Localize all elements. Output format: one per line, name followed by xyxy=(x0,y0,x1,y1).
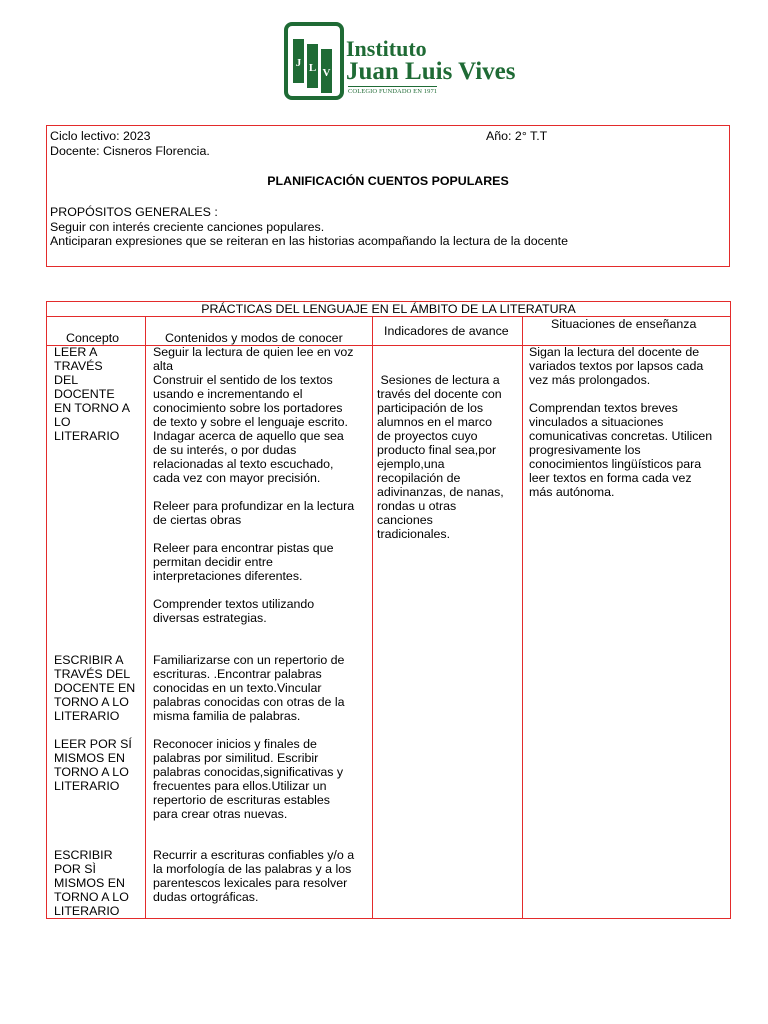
propositos-label: PROPÓSITOS GENERALES : xyxy=(50,205,218,219)
svg-text:J: J xyxy=(295,57,302,69)
concepto-leer-si-mismos: LEER POR SÍ MISMOS EN TORNO A LO LITERARIO xyxy=(54,737,132,793)
header-box xyxy=(46,125,730,267)
anio: Año: 2° T.T xyxy=(486,129,548,143)
situaciones-block-1: Sigan la lectura del docente de variados textos por lapsos cada vez más prolongados. xyxy=(529,345,704,387)
column-header-contenidos: Contenidos y modos de conocer xyxy=(165,331,343,345)
contenido-block-5: Familiarizarse con un repertorio de escrituras. .Encontrar palabras conocidas en un texto.Vincular palabras conocidas con otras de la misma familia de palabras. xyxy=(153,653,345,723)
ciclo-lectivo: Ciclo lectivo: 2023 xyxy=(50,129,151,143)
proposito-2: Anticiparan expresiones que se reiteran en las historias acompañando la lectura de la docente xyxy=(50,234,568,248)
column-header-indicadores: Indicadores de avance xyxy=(384,324,509,338)
jlv-monogram-icon xyxy=(284,22,346,102)
logo-text-name: Juan Luis Vives xyxy=(346,58,516,85)
contenido-block-7: Recurrir a escrituras confiables y/o a la morfología de las palabras y a los parentescos lexicales para resolver dudas ortográficas. xyxy=(153,848,355,904)
institute-logo xyxy=(284,22,516,102)
contenido-block-2: Releer para profundizar en la lectura de ciertas obras xyxy=(153,499,355,527)
contenido-block-6: Reconocer inicios y finales de palabras por similitud. Escribir palabras conocidas,significativas y frecuentes para ellos.Utilizar un repertorio de escrituras estables para crear otras nuevas. xyxy=(153,737,344,821)
logo-text-founded: COLEGIO FUNDADO EN 1971 xyxy=(348,88,438,95)
svg-text:V: V xyxy=(322,67,331,79)
logo-text-instituto: Instituto xyxy=(346,36,427,61)
concepto-leer-docente: LEER A TRAVÉS DEL DOCENTE EN TORNO A LO LITERARIO xyxy=(54,345,130,443)
contenido-block-1: Seguir la lectura de quien lee en voz alta Construir el sentido de los textos usando e incrementando el conocimiento sobre los portadores de texto y sobre el lenguaje escrito. Indagar acerca de aquello que sea de su interés, o por dudas relacionadas al texto escuchado, cada vez con mayor precisión. xyxy=(153,345,354,485)
svg-text:L: L xyxy=(308,62,317,74)
practicas-table xyxy=(46,301,731,919)
table-title: PRÁCTICAS DEL LENGUAJE EN EL ÁMBITO DE LA LITERATURA xyxy=(201,302,576,316)
indicadores-text: Sesiones de lectura a través del docente con participación de los alumnos en el marco de proyectos cuyo producto final sea,por ejemplo,una recopilación de adivinanzas, de nanas, rondas u otras canciones tradicionales. xyxy=(377,373,504,541)
situaciones-block-2: Comprendan textos breves vinculados a situaciones comunicativas concretas. Utilicen progresivamente los conocimientos lingüísticos para leer textos en forma cada vez más autónoma. xyxy=(529,401,713,499)
column-header-situaciones: Situaciones de enseñanza xyxy=(551,317,697,331)
concepto-escribir-docente: ESCRIBIR A TRAVÉS DEL DOCENTE EN TORNO A LO LITERARIO xyxy=(54,653,136,723)
column-divider-3 xyxy=(522,316,523,918)
contenido-block-3: Releer para encontrar pistas que permitan decidir entre interpretaciones diferentes. xyxy=(153,541,334,583)
column-header-concepto: Concepto xyxy=(66,331,120,345)
concepto-escribir-si-mismos: ESCRIBIR POR SÌ MISMOS EN TORNO A LO LITERARIO xyxy=(54,848,129,918)
contenido-block-4: Comprender textos utilizando diversas estrategias. xyxy=(153,597,315,625)
docente: Docente: Cisneros Florencia. xyxy=(50,144,210,158)
proposito-1: Seguir con interés creciente canciones populares. xyxy=(50,220,325,234)
document-title: PLANIFICACIÓN CUENTOS POPULARES xyxy=(267,174,509,188)
column-divider-2 xyxy=(372,316,373,918)
column-divider-1 xyxy=(145,316,146,918)
